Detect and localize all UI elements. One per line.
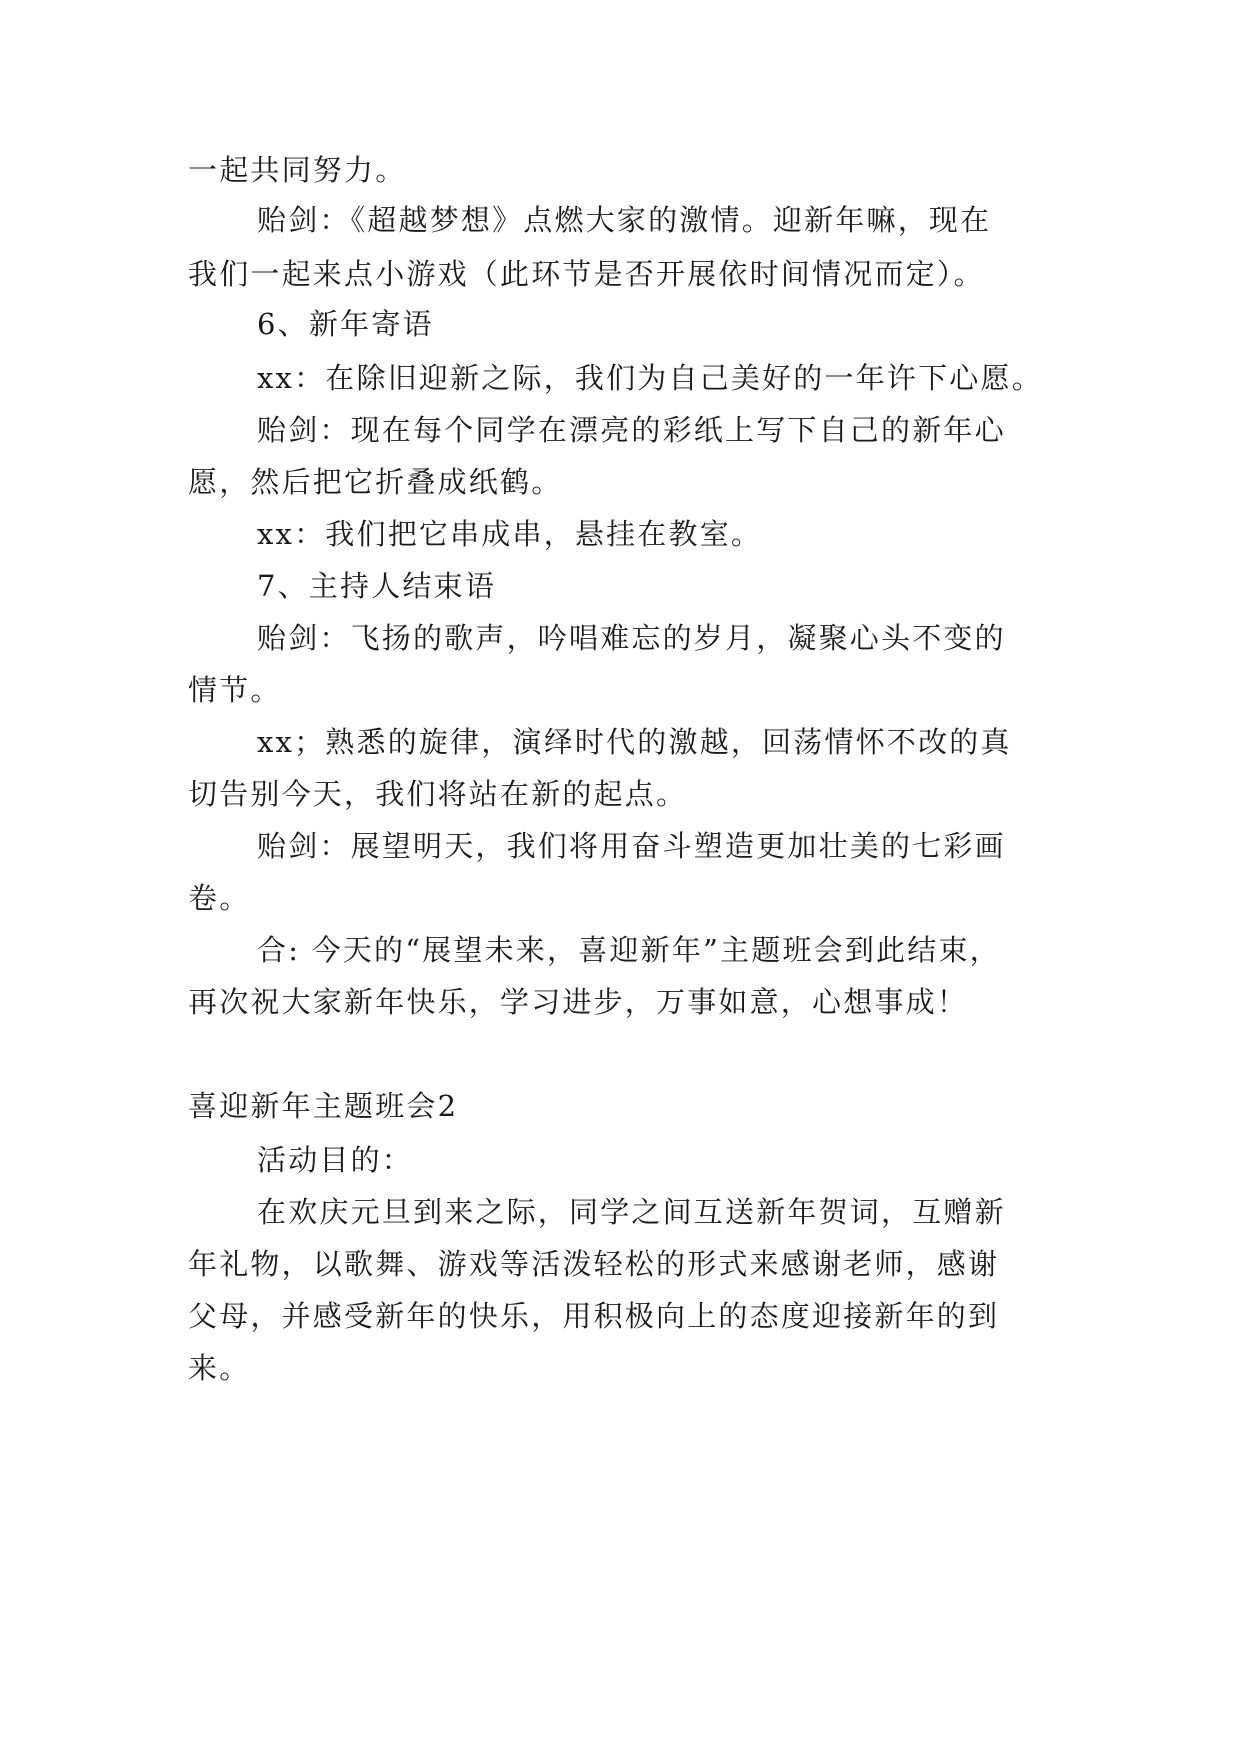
text-line: 切告别今天，我们将站在新的起点。 (188, 777, 688, 811)
text-line: 贻剑：《超越梦想》点燃大家的激情。迎新年嘛，现在 (257, 203, 992, 237)
text-line: 再次祝大家新年快乐，学习进步，万事如意，心想事成！ (188, 985, 969, 1019)
text-line: 活动目的： (257, 1143, 414, 1177)
text-line: xx；熟悉的旋律，演绎时代的激越，回荡情怀不改的真 (257, 725, 1012, 759)
text-line: 贻剑：飞扬的歌声，吟唱难忘的岁月，凝聚心头不变的 (257, 621, 1006, 655)
text-line: 贻剑：现在每个同学在漂亮的彩纸上写下自己的新年心 (257, 413, 1006, 447)
section-heading: 6、新年寄语 (257, 307, 434, 341)
text-line: 合: 今天的“展望未来，喜迎新年”主题班会到此结束， (257, 933, 1001, 967)
text-line: 在欢庆元旦到来之际，同学之间互送新年贺词，互赠新 (257, 1195, 1006, 1229)
text-line: 情节。 (188, 673, 282, 707)
text-line: 卷。 (188, 881, 251, 915)
text-line: 贻剑：展望明天，我们将用奋斗塑造更加壮美的七彩画 (257, 829, 1006, 863)
text-line: xx：在除旧迎新之际，我们为自己美好的一年许下心愿。 (257, 361, 1043, 395)
text-line: 愿，然后把它折叠成纸鹤。 (188, 465, 563, 499)
text-line: xx：我们把它串成串，悬挂在教室。 (257, 517, 763, 551)
text-line: 一起共同努力。 (188, 153, 407, 187)
text-line: 来。 (188, 1351, 251, 1385)
text-line: 我们一起来点小游戏（此环节是否开展依时间情况而定）。 (188, 257, 985, 291)
text-line: 父母，并感受新年的快乐，用积极向上的态度迎接新年的到 (188, 1299, 1000, 1333)
text-line: 年礼物，以歌舞、游戏等活泼轻松的形式来感谢老师，感谢 (188, 1247, 1000, 1281)
section-heading: 7、主持人结束语 (257, 569, 497, 603)
section-title: 喜迎新年主题班会2 (188, 1089, 459, 1123)
